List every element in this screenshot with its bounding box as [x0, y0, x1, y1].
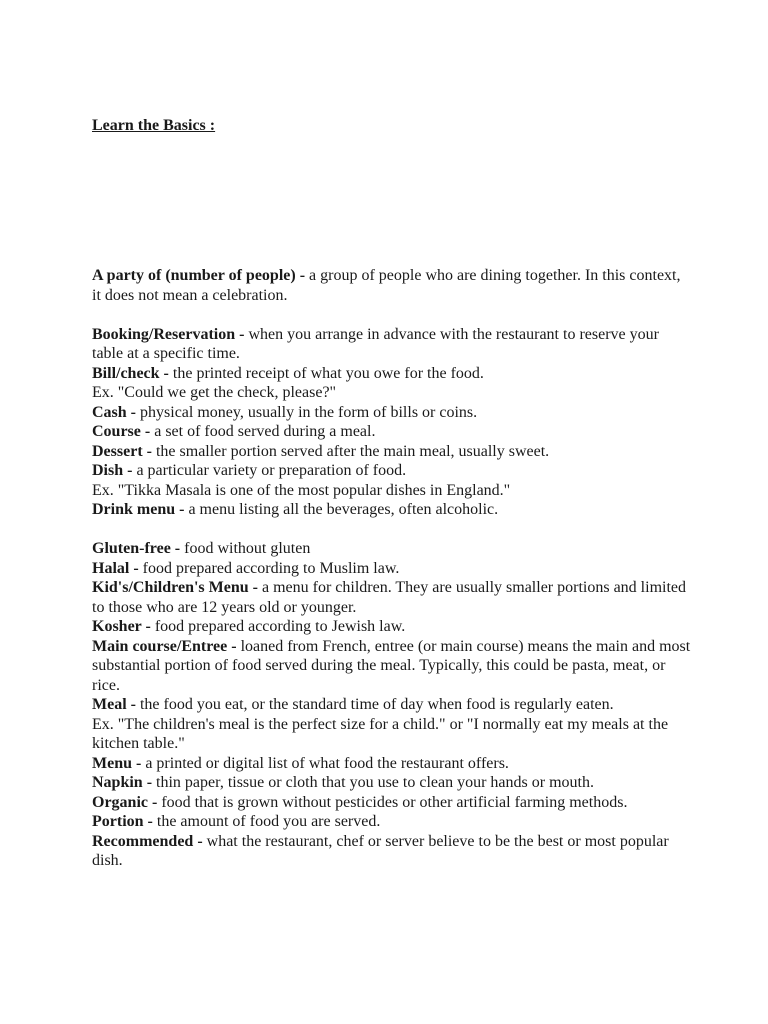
glossary-definition: a particular variety or preparation of food.	[132, 462, 407, 479]
glossary-definition: food prepared according to Muslim law.	[138, 559, 400, 577]
glossary-entry	[92, 461, 692, 481]
glossary-definition: food without gluten	[180, 540, 311, 557]
glossary-definition: the printed receipt of what you owe for the food.	[168, 364, 484, 382]
glossary-definition: the smaller portion served after the main meal, usually sweet.	[151, 442, 550, 460]
glossary-definition: what the restaurant, chef or server believe to be the best or most popular dish.	[92, 832, 669, 869]
glossary-entry	[92, 403, 692, 423]
glossary-definition: a menu listing all the beverages, often alcoholic.	[184, 501, 499, 518]
glossary-definition: thin paper, tissue or cloth that you use to clean your hands or mouth.	[152, 774, 594, 791]
example-text: Ex. "The children's meal is the perfect size for a child." or "I normally eat my meals at the kitchen table."	[92, 715, 669, 752]
glossary-term: Organic -	[92, 793, 158, 811]
glossary-definition: food that is grown without pesticides or other artificial farming methods.	[157, 793, 628, 811]
glossary-term: Halal -	[92, 559, 139, 577]
glossary-entry	[92, 442, 692, 462]
glossary-term: Main course/Entree -	[92, 637, 237, 655]
glossary-entry	[92, 578, 692, 617]
glossary-entry	[92, 364, 692, 384]
example-text: Ex. "Tikka Masala is one of the most popular dishes in England."	[92, 481, 511, 499]
glossary-term: Drink menu -	[92, 501, 185, 518]
glossary-term: A party of (number of people) -	[92, 267, 306, 284]
glossary-entry	[92, 832, 692, 871]
glossary-entry	[92, 695, 692, 715]
glossary-example	[92, 383, 692, 403]
glossary-term: Napkin -	[92, 774, 153, 791]
glossary-entry	[92, 812, 692, 832]
glossary-entry	[92, 422, 692, 442]
glossary-entry	[92, 539, 692, 559]
glossary-entry	[92, 325, 692, 364]
page-heading: Learn the Basics :	[92, 117, 216, 134]
glossary-term: Bill/check -	[92, 364, 169, 382]
glossary-term: Cash -	[92, 403, 137, 421]
glossary-definition: a set of food served during a meal.	[150, 423, 376, 440]
glossary-term: Dessert -	[92, 442, 152, 460]
glossary-example	[92, 481, 692, 501]
glossary-definition: the food you eat, or the standard time of day when food is regularly eaten.	[135, 696, 614, 713]
example-text: Ex. "Could we get the check, please?"	[92, 384, 337, 401]
glossary-term: Recommended -	[92, 832, 203, 850]
glossary-term: Portion -	[92, 813, 153, 830]
glossary-term: Kosher -	[92, 618, 151, 635]
glossary-entry	[92, 559, 692, 579]
glossary-term: Menu -	[92, 754, 142, 772]
glossary-definition: when you arrange in advance with the restaurant to reserve your table at a specific time.	[92, 325, 659, 362]
glossary-entry	[92, 617, 692, 637]
glossary-entry	[92, 793, 692, 813]
glossary-entry	[92, 500, 692, 520]
glossary-list	[92, 266, 692, 871]
glossary-entry	[92, 773, 692, 793]
glossary-definition: a menu for children. They are usually smaller portions and limited to those who are 12 years old or younger.	[92, 579, 686, 616]
glossary-term: Dish -	[92, 462, 133, 479]
glossary-definition: physical money, usually in the form of bills or coins.	[136, 403, 478, 421]
glossary-entry	[92, 754, 692, 774]
glossary-term: Booking/Reservation -	[92, 325, 245, 343]
glossary-definition: loaned from French, entree (or main course) means the main and most substantial portion of food served during the meal. Typically, this could be pasta, meat, or rice.	[92, 637, 691, 694]
glossary-definition: food prepared according to Jewish law.	[150, 618, 406, 635]
glossary-entry	[92, 637, 692, 696]
glossary-term: Gluten-free -	[92, 540, 181, 557]
glossary-definition: the amount of food you are served.	[152, 813, 381, 830]
glossary-definition: a group of people who are dining together. In this context, it does not mean a celebration.	[92, 267, 681, 304]
glossary-term: Kid's/Children's Menu -	[92, 579, 258, 596]
glossary-example	[92, 715, 692, 754]
glossary-term: Meal -	[92, 696, 136, 713]
glossary-entry	[92, 266, 692, 305]
glossary-term: Course -	[92, 423, 151, 440]
glossary-definition: a printed or digital list of what food the restaurant offers.	[141, 754, 509, 772]
